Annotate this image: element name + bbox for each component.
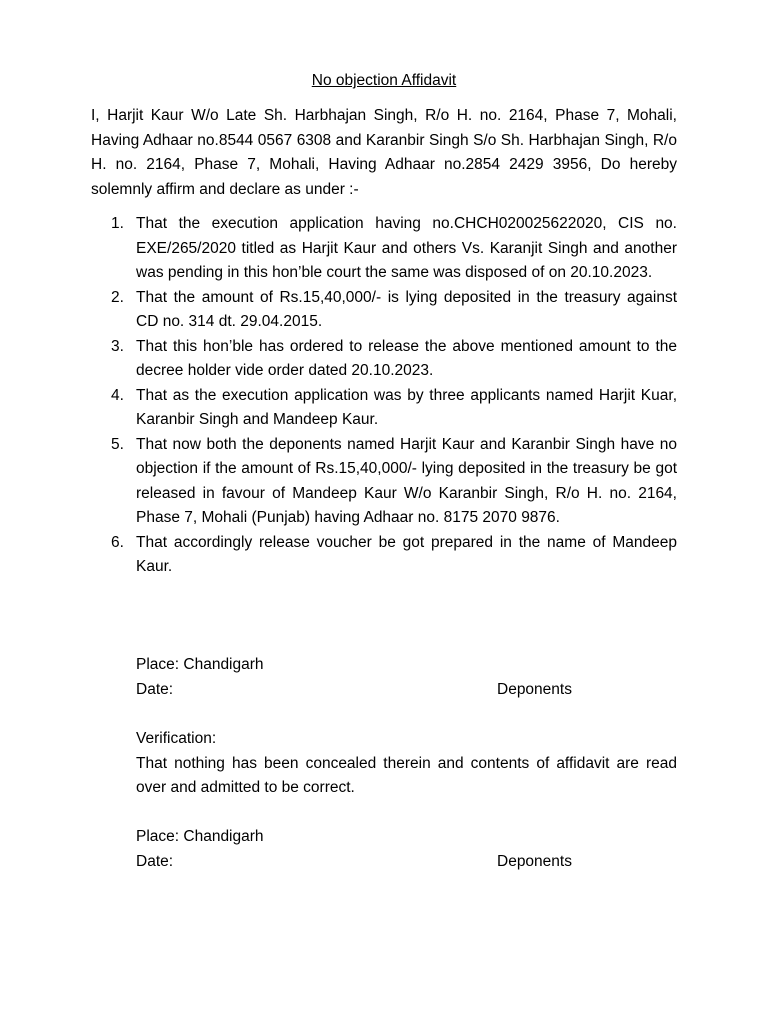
list-item-text: That as the execution application was by three applicants named Harjit Kuar, Karanbir Singh and Mandeep Kaur. xyxy=(136,386,677,428)
place-text: Place: Chandigarh xyxy=(136,656,264,673)
deponents-label: Deponents xyxy=(497,680,572,698)
document-title: No objection Affidavit xyxy=(311,72,457,89)
list-item-text: That now both the deponents named Harjit Kaur and Karanbir Singh have no objection if the amount of Rs.15,40,000/- lying deposited in the treasury be got released in favour of Mandeep Kaur W/o Karanbir Singh, R/o H. no. 2164, Phase 7, Mohali (Punjab) having Adhaar no. 8175 2070 9876. xyxy=(136,435,677,526)
date-label: Date: xyxy=(136,680,174,698)
list-item xyxy=(91,335,677,384)
list-item-number: 2. xyxy=(111,288,124,306)
verification-block xyxy=(136,727,677,801)
list-item xyxy=(91,286,677,335)
list-item-text: That the execution application having no.CHCH020025622020, CIS no. EXE/265/2020 titled as Harjit Kaur and others Vs. Karanjit Singh and another was pending in this hon’ble court the same was disposed of on 20.10.2023. xyxy=(136,215,677,281)
declaration-list xyxy=(91,212,677,580)
list-item-number: 5. xyxy=(111,435,124,453)
place-line xyxy=(136,825,677,850)
list-item-text: That this hon’ble has ordered to release the above mentioned amount to the decree holder vide order dated 20.10.2023. xyxy=(136,337,677,379)
list-item-number: 3. xyxy=(111,337,124,355)
list-item xyxy=(91,531,677,580)
date-line xyxy=(136,850,677,875)
list-item-number: 6. xyxy=(111,533,124,551)
list-item xyxy=(91,433,677,531)
date-line xyxy=(136,678,677,703)
place-text: Place: Chandigarh xyxy=(136,828,264,845)
list-item-text: That the amount of Rs.15,40,000/- is lying deposited in the treasury against CD no. 314 dt. 29.04.2015. xyxy=(136,288,677,330)
first-signature-block xyxy=(136,653,677,702)
verification-text: That nothing has been concealed therein and contents of affidavit are read over and admitted to be correct. xyxy=(136,754,677,796)
list-item-number: 4. xyxy=(111,386,124,404)
list-item xyxy=(91,384,677,433)
verification-heading: Verification: xyxy=(136,730,217,747)
date-label: Date: xyxy=(136,852,174,870)
deponents-label: Deponents xyxy=(497,852,572,870)
list-item-number: 1. xyxy=(111,215,124,232)
intro-paragraph: I, Harjit Kaur W/o Late Sh. Harbhajan Singh, R/o H. no. 2164, Phase 7, Mohali, Having Adhaar no.8544 0567 6308 and Karanbir Singh S/o Sh. Harbhajan Singh, R/o H. no. 2164, Phase 7, Mohali, Having Adhaar no.2854 2429 3956, Do hereby solemnly affirm and declare as under :- xyxy=(91,107,677,198)
list-item-text: That accordingly release voucher be got prepared in the name of Mandeep Kaur. xyxy=(136,533,677,575)
place-line xyxy=(136,653,677,678)
list-item xyxy=(91,212,677,286)
second-signature-block xyxy=(136,825,677,874)
